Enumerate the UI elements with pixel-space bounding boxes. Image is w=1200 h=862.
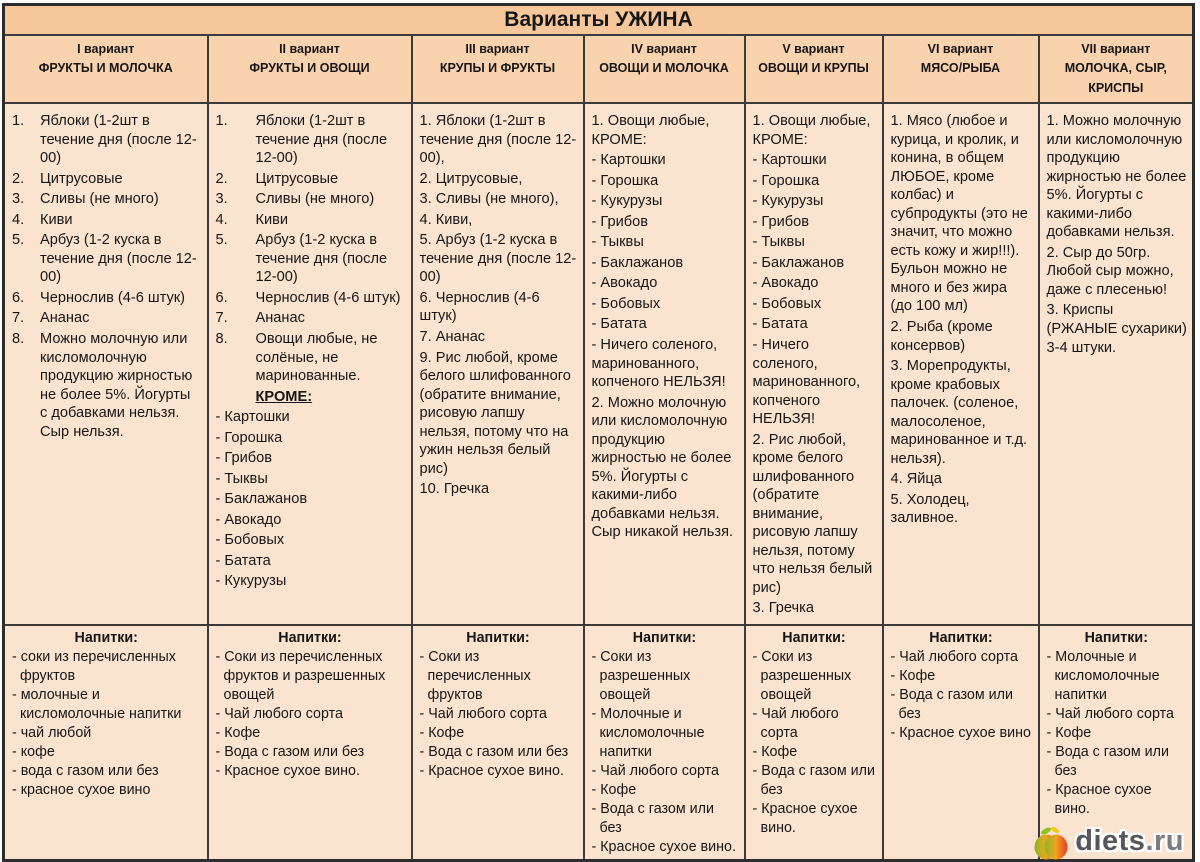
- list-item: [12, 190, 202, 209]
- variant-header-3: [412, 35, 584, 103]
- drinks-heading: Напитки:: [782, 629, 846, 646]
- drink-item: - Кофе: [419, 724, 465, 741]
- drink-item: - Красное сухое вино.: [752, 800, 858, 836]
- variant-header-2: [208, 35, 412, 103]
- foods-cell-2: [208, 103, 412, 625]
- drink-item: - Вода с газом или без: [890, 686, 1013, 722]
- list-item: - Горошка: [215, 429, 283, 446]
- list-item: [12, 170, 202, 189]
- variant-header-5: [745, 35, 883, 103]
- drink-item: - Вода с газом или без: [752, 762, 875, 798]
- drinks-heading: Напитки:: [278, 629, 342, 646]
- list-item: 3. Гречка: [752, 600, 814, 617]
- item-number: 5.: [215, 232, 228, 249]
- list-item: - Кукурузы: [215, 573, 287, 590]
- variant-title: ОВОЩИ И КРУПЫ: [758, 61, 869, 76]
- item-text: Киви: [255, 211, 289, 228]
- list-item: [216, 289, 406, 308]
- item-text: Арбуз (1-2 куска в течение дня (после 12-00): [255, 232, 388, 286]
- variant-title: ОВОЩИ И МОЛОЧКА: [599, 61, 729, 76]
- drink-item: - Кофе: [1046, 724, 1092, 741]
- drinks-heading: Напитки:: [1084, 629, 1148, 646]
- drink-item: - Соки из перечисленных фруктов: [419, 648, 531, 703]
- drink-item: - Чай любого сорта: [419, 705, 547, 722]
- drinks-cell-5: [745, 625, 883, 861]
- item-number: 4.: [12, 211, 25, 228]
- drink-item: - чай любой: [12, 724, 92, 741]
- variant-number: VII вариант: [1081, 42, 1151, 56]
- variant-title: ФРУКТЫ И ОВОЩИ: [249, 61, 370, 76]
- drink-item: - Красное сухое вино.: [591, 838, 736, 855]
- foods-row: [4, 103, 1194, 625]
- drink-item: - кофе: [12, 743, 55, 760]
- variant-title: МЯСО/РЫБА: [920, 61, 1001, 76]
- item-text: Цитрусовые: [40, 170, 123, 187]
- list-item: 5. Холодец, заливное.: [890, 491, 970, 527]
- variant-header-1: [4, 35, 208, 103]
- foods-cell-1: [4, 103, 208, 625]
- item-number: 2.: [215, 170, 228, 187]
- list-item: - Бобовых: [752, 295, 822, 312]
- list-item: 4. Яйца: [890, 471, 942, 488]
- list-item: [216, 231, 406, 287]
- list-item: 3. Сливы (не много),: [419, 191, 559, 208]
- list-item: 3. Криспы (РЖАНЫЕ сухарики) 3-4 штуки.: [1046, 302, 1187, 356]
- drink-item: - Кофе: [752, 743, 798, 760]
- item-number: 3.: [12, 191, 25, 208]
- list-item: [12, 289, 202, 308]
- drinks-cell-4: [584, 625, 745, 861]
- drink-item: - Вода с газом или без: [1046, 743, 1169, 779]
- foods-cell-4: [584, 103, 745, 625]
- list-item: - Бобовых: [591, 295, 661, 312]
- drink-item: - Молочные и кисломолочные напитки: [591, 705, 705, 760]
- list-item: 9. Рис любой, кроме белого шлифованного (обратите внимание, рисовую лапшу нельзя, потому что на ужин нельзя белый рис): [419, 349, 571, 477]
- list-item: - Горошка: [752, 172, 820, 189]
- list-item: - Грибов: [752, 213, 809, 230]
- list-item: 7. Ананас: [419, 328, 486, 345]
- variant-number: I вариант: [77, 42, 135, 56]
- item-text: Чернослив (4-6 штук): [40, 289, 186, 306]
- list-item: [12, 309, 202, 328]
- list-item: - Горошка: [591, 172, 659, 189]
- drink-item: - Чай любого сорта: [1046, 705, 1174, 722]
- item-text: Яблоки (1-2шт в течение дня (после 12-00): [40, 113, 197, 167]
- drink-item: - Чай любого сорта: [890, 648, 1018, 665]
- variant-title: ФРУКТЫ И МОЛОЧКА: [38, 61, 173, 76]
- list-item: - Картошки: [215, 409, 290, 426]
- list-item: - Авокадо: [752, 275, 819, 292]
- drink-item: - Красное сухое вино.: [1046, 781, 1152, 817]
- list-item: 5. Арбуз (1-2 куска в течение дня (после 12-00): [419, 232, 577, 286]
- drink-item: - Красное сухое вино.: [419, 762, 564, 779]
- item-number: 7.: [215, 310, 228, 327]
- variant-header-6: [883, 35, 1039, 103]
- list-item: 2. Рис любой, кроме белого шлифованного (обратите внимание, рисовую лапшу нельзя, потому что нельзя белый рис): [752, 431, 873, 596]
- drinks-cell-3: [412, 625, 584, 861]
- drink-item: - Кофе: [591, 781, 637, 798]
- item-text: Ананас: [255, 310, 305, 327]
- drink-item: - Соки из перечисленных фруктов и разрешенных овощей: [215, 648, 386, 703]
- drinks-heading: Напитки:: [466, 629, 530, 646]
- list-item: [216, 170, 406, 189]
- drinks-heading: Напитки:: [929, 629, 993, 646]
- list-item: 1. Овощи любые, КРОМЕ:: [591, 113, 710, 148]
- list-item: - Тыквы: [752, 234, 805, 251]
- item-number: 8.: [215, 330, 228, 347]
- list-item: - Тыквы: [215, 470, 268, 487]
- drink-item: - Вода с газом или без: [215, 743, 365, 760]
- drink-item: - Вода с газом или без: [591, 800, 714, 836]
- page-title: Варианты УЖИНА: [4, 5, 1194, 36]
- apple-icon: [1032, 822, 1072, 862]
- list-item: - Авокадо: [215, 511, 282, 528]
- list-item: - Кукурузы: [752, 193, 824, 210]
- list-item: 2. Рыба (кроме консервов): [890, 318, 993, 354]
- variant-number: V вариант: [782, 42, 845, 56]
- item-text: Ананас: [40, 310, 90, 327]
- diets-ru-watermark: [1032, 822, 1184, 862]
- drink-item: - молочные и кисломолочные напитки: [12, 686, 182, 722]
- list-item: 2. Сыр до 50гр. Любой сыр можно, даже с плесенью!: [1046, 244, 1174, 298]
- drinks-row: [4, 625, 1194, 861]
- drink-item: - Вода с газом или без: [419, 743, 569, 760]
- dinner-variants-table: [2, 3, 1195, 862]
- list-item: [12, 330, 202, 441]
- list-item: - Кукурузы: [591, 193, 663, 210]
- list-item: 4. Киви,: [419, 211, 473, 228]
- list-item: - Батата: [752, 316, 808, 333]
- drink-item: - Чай любого сорта: [591, 762, 719, 779]
- list-item: - Ничего соленого, маринованного, копченого НЕЛЬЗЯ!: [752, 336, 861, 428]
- drink-item: - Соки из разрешенных овощей: [752, 648, 852, 703]
- drink-item: - Красное сухое вино: [890, 724, 1031, 741]
- list-item: 2. Можно молочную или кисломолочную продукцию жирностью не более 5%. Йогурты с какими-либо добавками нельзя. Сыр никакой нельзя.: [591, 394, 734, 541]
- drinks-cell-2: [208, 625, 412, 861]
- variant-number: IV вариант: [631, 42, 697, 56]
- item-number: 3.: [215, 191, 228, 208]
- item-number: 7.: [12, 310, 25, 327]
- variant-number: VI вариант: [927, 42, 994, 56]
- drinks-heading: Напитки:: [632, 629, 697, 646]
- foods-cell-7: [1039, 103, 1194, 625]
- drinks-cell-6: [883, 625, 1039, 861]
- drink-item: - Молочные и кисломолочные напитки: [1046, 648, 1160, 703]
- variant-header-4: [584, 35, 745, 103]
- list-item: [216, 309, 406, 328]
- list-item: [12, 211, 202, 230]
- krome-label: КРОМЕ:: [255, 388, 313, 405]
- drink-item: - вода с газом или без: [12, 762, 159, 779]
- item-text: Сливы (не много): [40, 191, 159, 208]
- list-item: 3. Морепродукты, кроме крабовых палочек. (соленое, малосоленое, маринованное и т.д. нельзя).: [890, 358, 1028, 467]
- list-item: - Грибов: [215, 450, 272, 467]
- drink-item: - Красное сухое вино.: [215, 762, 360, 779]
- list-item: 1. Можно молочную или кисломолочную продукцию жирностью не более 5%. Йогурты с какими-либо добавками нельзя.: [1046, 113, 1187, 241]
- item-number: 5.: [12, 232, 25, 249]
- list-item: - Ничего соленого, маринованного, копченого НЕЛЬЗЯ!: [591, 336, 726, 391]
- list-item: [12, 231, 202, 287]
- list-item: - Грибов: [591, 213, 648, 230]
- list-item: 1. Овощи любые, КРОМЕ:: [752, 113, 871, 148]
- list-item: - Баклажанов: [591, 254, 684, 271]
- item-text: Овощи любые, не солёные, не маринованные.: [255, 330, 378, 385]
- drink-item: - Кофе: [890, 667, 936, 684]
- item-number: 1.: [215, 113, 228, 130]
- list-item: [216, 330, 406, 386]
- variants-header-row: [4, 35, 1194, 103]
- list-item: - Баклажанов: [215, 491, 308, 508]
- drink-item: - Кофе: [215, 724, 261, 741]
- item-text: Цитрусовые: [255, 170, 339, 187]
- item-number: 1.: [12, 113, 25, 130]
- drink-item: - красное сухое вино: [12, 781, 151, 798]
- variant-number: II вариант: [279, 42, 340, 56]
- item-number: 2.: [12, 170, 25, 187]
- variant-title: МОЛОЧКА, СЫР, КРИСПЫ: [1064, 61, 1167, 95]
- list-item: 2. Цитрусовые,: [419, 170, 523, 187]
- list-item: - Баклажанов: [752, 254, 845, 271]
- item-number: 8.: [12, 330, 25, 347]
- item-text: Яблоки (1-2шт в течение дня (после 12-00): [255, 113, 388, 167]
- drink-item: - соки из перечисленных фруктов: [12, 648, 176, 684]
- drink-item: - Чай любого сорта: [215, 705, 343, 722]
- variant-title: КРУПЫ И ФРУКТЫ: [439, 61, 556, 76]
- variant-number: III вариант: [465, 42, 530, 56]
- drinks-cell-1: [4, 625, 208, 861]
- foods-cell-6: [883, 103, 1039, 625]
- list-item: [12, 112, 202, 168]
- list-item: 6. Чернослив (4-6 штук): [419, 289, 540, 325]
- list-item: 10. Гречка: [419, 481, 490, 498]
- list-item: [216, 112, 406, 168]
- foods-cell-3: [412, 103, 584, 625]
- list-item: - Картошки: [752, 152, 827, 169]
- drink-item: - Соки из разрешенных овощей: [591, 648, 691, 703]
- list-item: - Бобовых: [215, 532, 285, 549]
- item-number: 6.: [215, 289, 228, 306]
- watermark-text: diets.ru: [1075, 825, 1184, 858]
- list-item: [216, 211, 406, 230]
- drinks-heading: Напитки:: [74, 629, 138, 646]
- list-item: 1. Мясо (любое и курица, и кролик, и конина, в общем ЛЮБОЕ, кроме колбас) и субпродукты (это не значит, что можно есть кожу и жир!!!). Бульон можно не много и без жира (до 100 мл): [890, 113, 1028, 315]
- item-text: Сливы (не много): [255, 191, 375, 208]
- item-text: Киви: [40, 211, 73, 228]
- list-item: - Батата: [591, 316, 647, 333]
- item-text: Можно молочную или кисломолочную продукцию жирностью не более 5%. Йогурты с добавками нельзя. Сыр нельзя.: [40, 330, 193, 440]
- list-item: 1. Яблоки (1-2шт в течение дня (после 12-00),: [419, 113, 577, 167]
- item-text: Арбуз (1-2 куска в течение дня (после 12-00): [40, 232, 197, 286]
- item-number: 6.: [12, 289, 25, 306]
- list-item: - Тыквы: [591, 234, 644, 251]
- foods-cell-5: [745, 103, 883, 625]
- list-item: - Батата: [215, 552, 271, 569]
- item-number: 4.: [215, 211, 228, 228]
- variant-header-7: [1039, 35, 1194, 103]
- drink-item: - Чай любого сорта: [752, 705, 839, 741]
- list-item: [216, 190, 406, 209]
- list-item: - Картошки: [591, 152, 666, 169]
- item-text: Чернослив (4-6 штук): [255, 289, 401, 306]
- list-item: - Авокадо: [591, 275, 658, 292]
